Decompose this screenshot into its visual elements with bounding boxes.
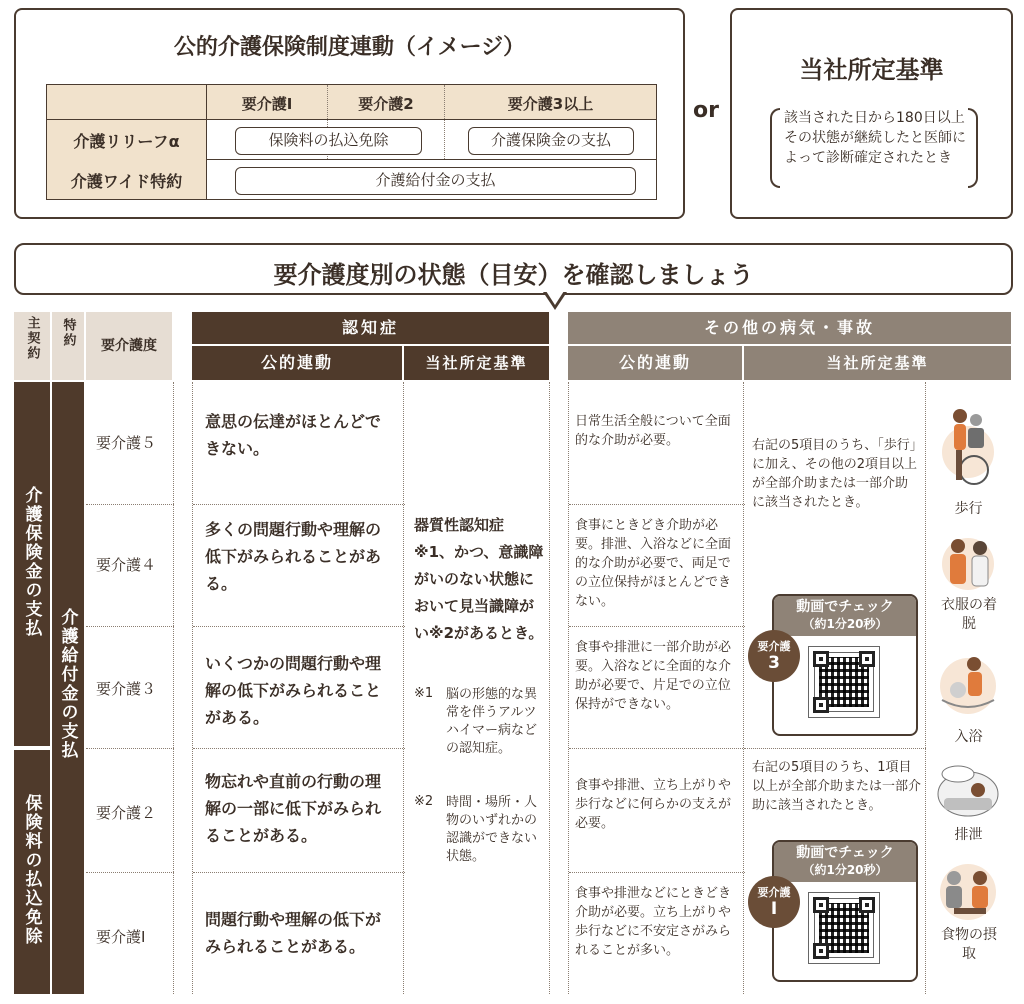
other-public-3: 食事や排泄に一部介助が必要。入浴などに全面的な介助が必要で、片足での立位保持ができない。: [575, 640, 732, 712]
header-main-contract: 主契約: [14, 312, 50, 380]
qr-code-2: [808, 892, 880, 964]
activity-toileting: 排泄: [954, 827, 983, 843]
bracket-right: [968, 108, 978, 188]
public-care-box: [14, 8, 685, 219]
dementia-public-5: 意思の伝達がほとんどできない。: [205, 412, 382, 458]
dementia-company-column: [404, 382, 550, 994]
company-criteria-text: 該当された日から180日以上その状態が継続したと医師によって診断確定されたとき: [784, 110, 966, 166]
level-3: 要介護３: [96, 680, 157, 698]
dementia-company-main: 器質性認知症※1、かつ、意識障がいのない状態において見当識障がい※2があるとき。: [414, 516, 544, 642]
company-criteria-box: [730, 8, 1013, 219]
video1-title: 動画でチェック: [796, 599, 894, 615]
row-label-wide-rider: 介護ワイド特約: [70, 172, 183, 191]
level-5: 要介護５: [96, 434, 157, 452]
main-label-waiver: 保険料の払込免除: [14, 750, 50, 994]
col-header-care3plus: 要介護3以上: [507, 95, 594, 113]
activities-column: [926, 382, 1011, 994]
level-1: 要介護Ⅰ: [96, 928, 146, 946]
qr-code-1: [808, 646, 880, 718]
dressing-icon: [938, 530, 1000, 594]
note2-mark: ※2: [414, 794, 434, 809]
other-public-2: 食事や排泄、立ち上がりや歩行などに何らかの支えが必要。: [575, 778, 732, 831]
other-company-column: [744, 382, 926, 994]
other-public-5: 日常生活全般について全面的な介助が必要。: [575, 414, 731, 448]
video1-duration: （約1分20秒）: [802, 617, 888, 631]
toilet-icon: [934, 760, 1002, 822]
activity-eating: 食物の摂取: [941, 927, 997, 962]
col-header-care2: 要介護2: [358, 95, 414, 113]
company-criteria-title: 当社所定基準: [799, 56, 944, 84]
public-care-title: 公的介護保険制度連動（イメージ）: [173, 35, 526, 60]
note1-text: 脳の形態的な異常を伴うアルツハイマー病などの認知症。: [446, 687, 538, 756]
bathing-icon: [936, 650, 1000, 722]
eating-icon: [934, 862, 1002, 922]
col-header-care1: 要介護Ⅰ: [241, 95, 293, 113]
dementia-public-3: いくつかの問題行動や理解の低下がみられることがある。: [205, 654, 382, 727]
badge-care3: 要介護 3: [748, 630, 800, 682]
pill-premium-waiver: 保険料の払込免除: [235, 127, 422, 155]
levels-column: [86, 382, 174, 994]
dementia-sub-public: 公的連動: [192, 346, 402, 380]
header-rider: 特約: [52, 312, 84, 380]
activity-dressing: 衣服の着脱: [941, 597, 997, 632]
badge-care1: 要介護 Ⅰ: [748, 876, 800, 928]
rider-label-benefit: 介護給付金の支払: [52, 382, 84, 994]
video2-duration: （約1分20秒）: [802, 863, 888, 877]
other-sub-company: 当社所定基準: [744, 346, 1011, 380]
other-public-1: 食事や排泄などにときどき介助が必要。立ち上がりや歩行などに不安定さがみられることが多い。: [575, 886, 732, 958]
banner-title: 要介護度別の状態（目安）を確認しましょう: [273, 261, 754, 289]
bracket-left: [770, 108, 780, 188]
other-sub-public: 公的連動: [568, 346, 742, 380]
note1-mark: ※1: [414, 686, 434, 701]
walking-icon: [938, 402, 1000, 492]
dementia-public-column: [192, 382, 404, 994]
pill-care-benefit-payment: 介護給付金の支払: [235, 167, 636, 195]
dementia-public-4: 多くの問題行動や理解の低下がみられることがある。: [205, 520, 382, 593]
banner: [14, 243, 1013, 295]
dementia-sub-company: 当社所定基準: [404, 346, 549, 380]
or-label: or: [693, 98, 719, 123]
video2-title: 動画でチェック: [796, 845, 894, 861]
other-header: その他の病気・事故: [568, 312, 1011, 344]
note2-text: 時間・場所・人物のいずれかの認識ができない状態。: [446, 795, 538, 864]
other-company-top: 右記の5項目のうち、「歩行」に加え、その他の2項目以上が全部介助または一部介助に該当されたとき。: [752, 438, 918, 510]
dementia-public-1: 問題行動や理解の低下がみられることがある。: [205, 910, 382, 956]
other-public-4: 食事にときどき介助が必要。排泄、入浴などに全面的な介助が必要で、両足での立位保持がほとんどできない。: [575, 518, 732, 609]
public-care-table: [46, 84, 657, 200]
activity-walking: 歩行: [954, 501, 983, 517]
dementia-header: 認知症: [192, 312, 549, 344]
pill-care-insurance-payment: 介護保険金の支払: [468, 127, 634, 155]
level-4: 要介護４: [96, 556, 157, 574]
activity-bathing: 入浴: [954, 729, 983, 745]
dementia-public-2: 物忘れや直前の行動の理解の一部に低下がみられることがある。: [205, 772, 382, 845]
other-company-bottom: 右記の5項目のうち、1項目以上が全部介助または一部介助に該当されたとき。: [752, 760, 922, 813]
header-care-level: 要介護度: [86, 312, 172, 380]
level-2: 要介護２: [96, 804, 157, 822]
main-label-payment: 介護保険金の支払: [14, 382, 50, 746]
other-public-column: [568, 382, 744, 994]
row-label-relief: 介護リリーフα: [73, 132, 180, 151]
